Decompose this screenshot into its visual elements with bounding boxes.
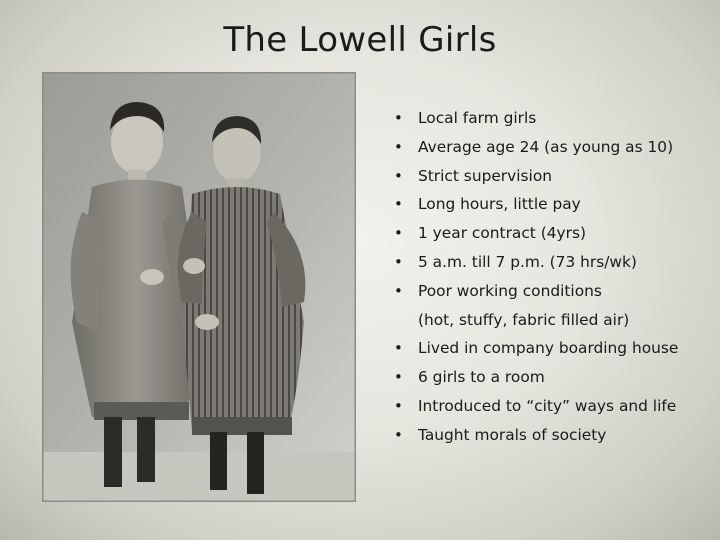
bullet-text: Lived in company boarding house: [418, 339, 679, 358]
bullet-item: [392, 162, 712, 191]
bullet-item: [392, 104, 712, 133]
bullet-item: [392, 334, 712, 363]
bullet-item: [392, 392, 712, 421]
bullet-text: Strict supervision: [418, 166, 552, 185]
bullet-icon: •: [394, 281, 403, 300]
bullet-text: Introduced to “city” ways and life: [418, 396, 677, 415]
bullet-item: [392, 363, 712, 392]
bullet-icon: •: [394, 396, 403, 415]
slide-title: The Lowell Girls: [223, 20, 497, 60]
bullet-text: Taught morals of society: [418, 425, 607, 444]
bullet-icon: •: [394, 195, 403, 214]
bullet-icon: •: [394, 252, 403, 271]
bullet-text: Local farm girls: [418, 109, 537, 127]
bullet-continuation: (hot, stuffy, fabric filled air): [418, 310, 630, 329]
bullet-text: 6 girls to a room: [418, 368, 545, 387]
bullet-icon: •: [394, 109, 403, 127]
bullet-icon: •: [394, 166, 403, 185]
bullet-item: [392, 277, 712, 335]
bullet-icon: •: [394, 224, 403, 243]
bullet-text: Long hours, little pay: [418, 195, 581, 214]
bullet-item: [392, 190, 712, 219]
bullet-text: Poor working conditions: [418, 281, 602, 300]
bullet-item: [392, 133, 712, 162]
bullet-list: [392, 104, 712, 450]
historical-photo: [42, 72, 356, 502]
bullet-text: 1 year contract (4yrs): [418, 224, 586, 243]
bullet-item: [392, 421, 712, 450]
bullet-icon: •: [394, 425, 403, 444]
bullet-icon: •: [394, 368, 403, 387]
bullet-icon: •: [394, 137, 403, 156]
photo-image: [42, 72, 356, 502]
bullet-item: [392, 248, 712, 277]
bullet-icon: •: [394, 339, 403, 358]
bullet-text: Average age 24 (as young as 10): [418, 137, 674, 156]
bullet-text: 5 a.m. till 7 p.m. (73 hrs/wk): [418, 252, 637, 271]
bullet-item: [392, 219, 712, 248]
